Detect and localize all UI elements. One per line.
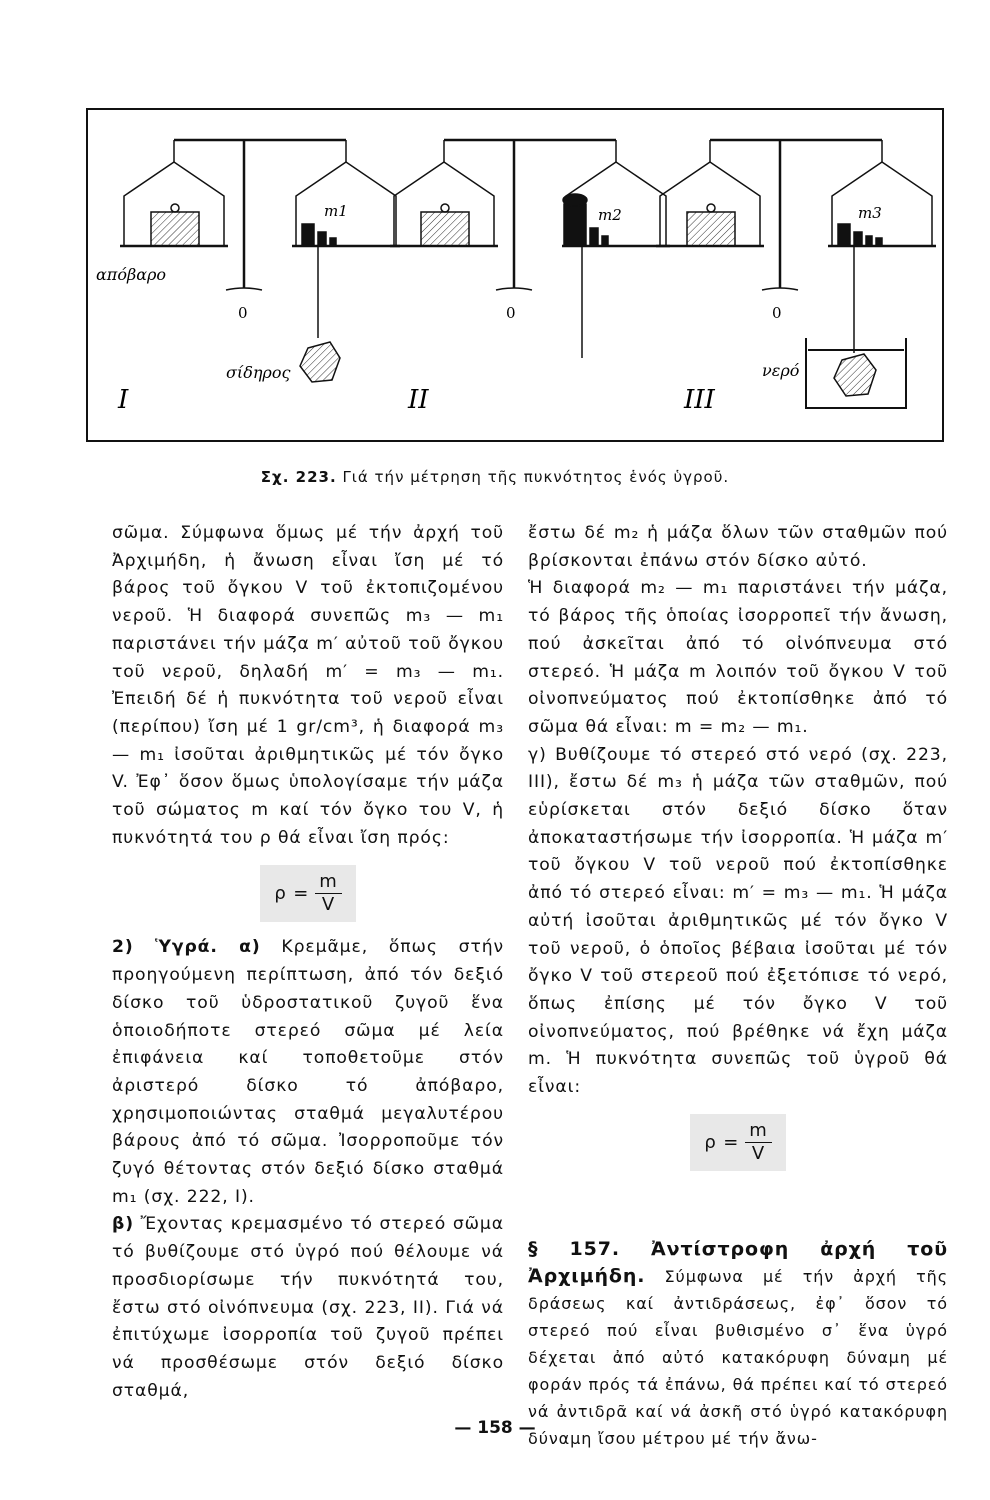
figure-caption xyxy=(0,468,990,486)
iron-block-icon xyxy=(300,342,340,382)
page-number: — 158 — xyxy=(454,1418,536,1438)
mass2-label: m2 xyxy=(598,206,622,224)
density-formula-2 xyxy=(528,1102,948,1184)
right-paragraph-2: Ἡ διαφορά m₂ — m₁ παριστάνει τήν μάζα, τό βάρος τῆς ὁποίας ἰσορροπεῖ τήν ἄνωση, πού ἀσκεῖται ἀπό τό οἰνόπνευμα στό στερεό. Ἡ μάζα m λοιπόν τοῦ ὄγκου V τοῦ οἰνοπνεύματος πού ἐκτοπίσθηκε ἀπό τό σῶμα θά εἶναι: m = m₂ — m₁. xyxy=(528,578,948,737)
caption-text: Γιά τήν μέτρηση τῆς πυκνότητος ἑνός ὑγροῦ. xyxy=(342,468,730,486)
formula-numerator: m xyxy=(315,871,341,894)
left-paragraph-2 xyxy=(112,934,504,1211)
right-column xyxy=(528,520,948,1452)
formula-denominator: V xyxy=(751,1143,766,1165)
water-label: νερό xyxy=(762,361,800,380)
step-b-text: Ἔχοντας κρεμασμένο τό στερεό σῶμα τό βυθίζουμε στό ὑγρό πού θέλουμε νά προσδιορίσωμε τήν πυκνότητά του, ἔστω στό οἰνόπνευμα (σχ. 223, II). Γιά νά ἐπιτύχωμε ἰσορροπία τοῦ ζυγοῦ πρέπει νά προσθέσωμε στόν δεξιό δίσκο σταθμά, xyxy=(112,1214,504,1401)
balance-panel-1 xyxy=(120,140,400,382)
iron-label: σίδηρος xyxy=(226,363,291,382)
zero-label-1: 0 xyxy=(238,304,248,322)
left-paragraph-1: σῶμα. Σύμφωνα ὅμως μέ τήν ἀρχή τοῦ Ἀρχιμήδη, ἡ ἄνωση εἶναι ἴση μέ τό βάρος τοῦ ὄγκου V τοῦ ἐκτοπιζομένου νεροῦ. Ἡ διαφορά συνεπῶς m₃ — m₁ παριστάνει τήν μάζα m′ αὐτοῦ τοῦ ὄγκου τοῦ νεροῦ, δηλαδή m′ = m₃ — m₁. Ἐπειδή δέ ἡ πυκνότητα τοῦ νεροῦ εἶναι (περίπου) ἴση μέ 1 gr/cm³, ἡ διαφορά m₃ — m₁ ἰσοῦται ἀριθμητικῶς μέ τόν ὄγκο V. Ἐφ᾽ ὅσον ὅμως ὑπολογίσαμε τήν μάζα τοῦ σώματος m καί τόν ὄγκο του V, ἡ πυκνότητά του ρ θά εἶναι ἴση πρός: xyxy=(112,523,504,848)
right-paragraph-3: γ) Βυθίζουμε τό στερεό στό νερό (σχ. 223, III), ἔστω δέ m₃ ἡ μάζα τῶν σταθμῶν, πού εὑρίσκεται στόν δεξιό δίσκο ὅταν ἀποκαταστήσωμε τήν ἰσορροπία. Ἡ μάζα m′ τοῦ ὄγκου V τοῦ νεροῦ πού ἐκτοπίσθηκε ἀπό τό στερεό εἶναι: m′ = m₃ — m₁. Ἡ μάζα αὐτή ἰσοῦται ἀριθμητικῶς μέ τόν ὄγκο V τοῦ νεροῦ, ὁ ὁποῖος βέβαια ἰσοῦται μέ τόν ὄγκο V τοῦ στερεοῦ πού ἐξετόπισε τό νερό, ὅπως ἐπίσης μέ τόν ὄγκο V τοῦ οἰνοπνεύματος, πού βρέθηκε νά ἔχη μάζα m. Ἡ πυκνότητα συνεπῶς τοῦ ὑγροῦ θά εἶναι: xyxy=(528,744,948,1098)
zero-label-2: 0 xyxy=(506,304,516,322)
section-heading: § 157. Ἀντίστροφη ἀρχή τοῦ Ἀρχιμήδη. xyxy=(528,1237,948,1287)
panel-label-3: III xyxy=(684,385,715,415)
left-paragraph-3 xyxy=(112,1211,504,1405)
tare-label: απόβαρο xyxy=(96,265,167,284)
panel-label-2: II xyxy=(408,385,429,415)
formula-denominator: V xyxy=(321,893,336,915)
formula-lhs: ρ = xyxy=(704,1131,740,1153)
caption-prefix: Σχ. 223. xyxy=(260,468,337,486)
right-paragraph-1: ἔστω δέ m₂ ἡ μάζα ὅλων τῶν σταθμῶν πού βρίσκονται ἐπάνω στόν δίσκο αὐτό. xyxy=(528,523,948,571)
left-column xyxy=(112,520,504,1405)
balance-figure xyxy=(86,108,944,442)
zero-label-3: 0 xyxy=(772,304,782,322)
formula-lhs: ρ = xyxy=(274,882,310,904)
mass3-label: m3 xyxy=(858,204,882,222)
section-text: Σύμφωνα μέ τήν ἀρχή τῆς δράσεως καί ἀντιδράσεως, ἐφ᾽ ὅσον τό στερεό πού εἶναι βυθισμένο σ᾽ ἕνα ὑγρό δέχεται ἀπό αὐτό κατακόρυφη δύναμη μέ φοράν πρός τά ἐπάνω, θά πρέπει καί τό στερεό νά ἀντιδρᾶ καί νά ἀσκῆ στό ὑγρό κατακόρυφη δύναμη ἴσου μέτρου μέ τήν ἄνω- xyxy=(528,1266,948,1448)
liquids-heading: 2) Ὑγρά. α) xyxy=(112,937,261,958)
formula-numerator: m xyxy=(745,1120,771,1143)
density-formula-1 xyxy=(112,852,504,934)
liquids-text: Κρεμᾶμε, ὅπως στήν προηγούμενη περίπτωση, ἀπό τόν δεξιό δίσκο τοῦ ὑδροστατικοῦ ζυγοῦ ἕνα ὁποιοδήποτε στερεό σῶμα μέ λεία ἐπιφάνεια καί τοποθετοῦμε στόν ἀριστερό δίσκο τό ἀπόβαρο, χρησιμοποιώντας σταθμά μεγαλυτέρου βάρους ἀπό τό σῶμα. Ἰσορροποῦμε τόν ζυγό θέτοντας στόν δεξιό δίσκο σταθμά m₁ (σχ. 222, I). xyxy=(112,937,504,1207)
balance-panel-2 xyxy=(390,140,670,358)
panel-label-1: I xyxy=(118,385,129,415)
step-b-heading: β) xyxy=(112,1214,134,1235)
mass1-label: m1 xyxy=(324,202,348,220)
iron-block-submerged-icon xyxy=(834,354,876,396)
